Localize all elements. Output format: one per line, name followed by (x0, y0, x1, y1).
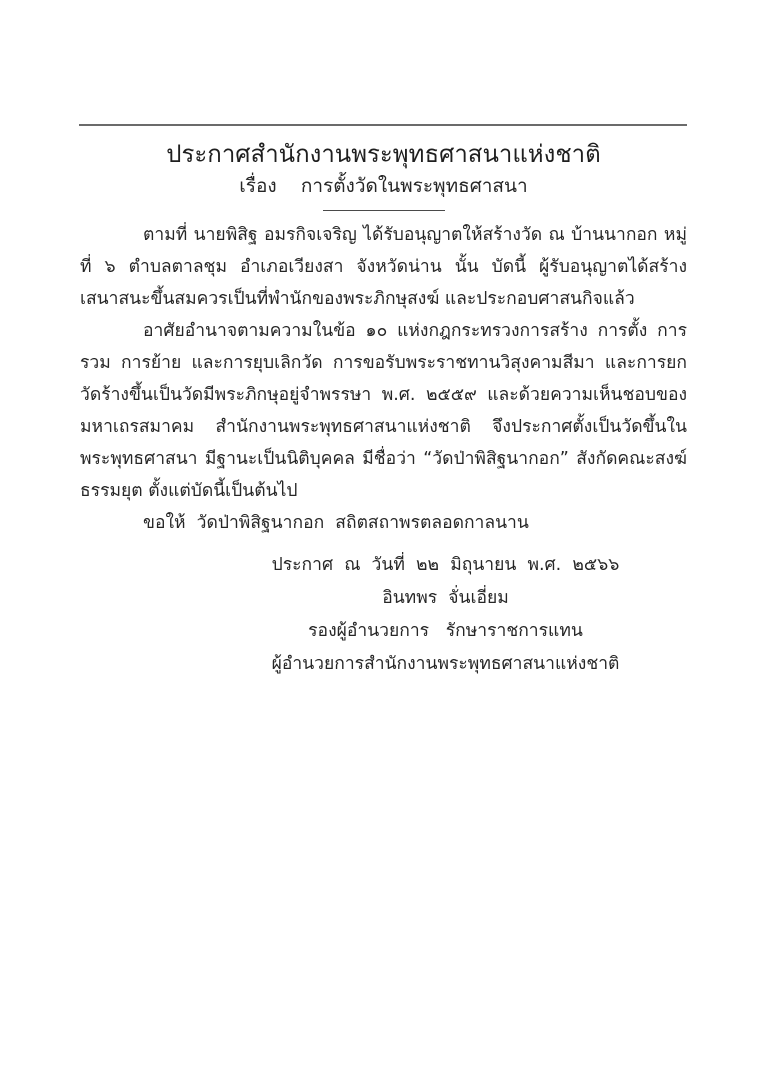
signer-position-line-2: ผู้อำนวยการสำนักงานพระพุทธศาสนาแห่งชาติ (271, 654, 620, 674)
body-paragraph-2: อาศัยอำนาจตามความในข้อ ๑๐ แห่งกฎกระทรวงการสร้าง การตั้ง การรวม การย้าย และการยุบเลิกวัด การขอรับพระราชทานวิสุงคามสีมา และการยกวัดร้างขึ้นเป็นวัดมีพระภิกษุอยู่จำพรรษา พ.ศ. ๒๕๕๙ และด้วยความเห็นชอบของมหาเถรสมาคม สำนักงานพระพุทธศาสนาแห่งชาติ จึงประกาศตั้งเป็นวัดขึ้นในพระพุทธศาสนา มีฐานะเป็นนิติบุคคล มีชื่อว่า “วัดป่าพิสิฐนากอก” สังกัดคณะสงฆ์ธรรมยุต ตั้งแต่บัดนี้เป็นต้นไป (80, 321, 687, 501)
document-body (80, 219, 687, 539)
top-horizontal-rule (79, 124, 687, 126)
announcement-date-line: ประกาศ ณ วันที่ ๒๒ มิถุนายน พ.ศ. ๒๕๖๖ (271, 555, 620, 575)
signer-name: อินทพร จั่นเอี่ยม (382, 588, 509, 608)
body-paragraph-1: ตามที่ นายพิสิฐ อมรกิจเจริญ ได้รับอนุญาตให้สร้างวัด ณ บ้านนากอก หมู่ที่ ๖ ตำบลตาลชุม อำเภอเวียงสา จังหวัดน่าน นั้น บัดนี้ ผู้รับอนุญาตได้สร้างเสนาสนะขึ้นสมควรเป็นที่พำนักของพระภิกษุสงฆ์ และประกอบศาสนกิจแล้ว (80, 225, 687, 309)
document-subject-line: เรื่อง การตั้งวัดในพระพุทธศาสนา (239, 175, 528, 197)
document-content (80, 0, 687, 1086)
signer-position-line-1: รองผู้อำนวยการ รักษาราชการแทน (308, 621, 583, 641)
document-title: ประกาศสำนักงานพระพุทธศาสนาแห่งชาติ (166, 140, 601, 168)
body-paragraph-3: ขอให้ วัดป่าพิสิฐนากอก สถิตสถาพรตลอดกาลนาน (143, 513, 529, 533)
signature-block (204, 549, 687, 681)
subject-divider-rule (323, 210, 445, 211)
